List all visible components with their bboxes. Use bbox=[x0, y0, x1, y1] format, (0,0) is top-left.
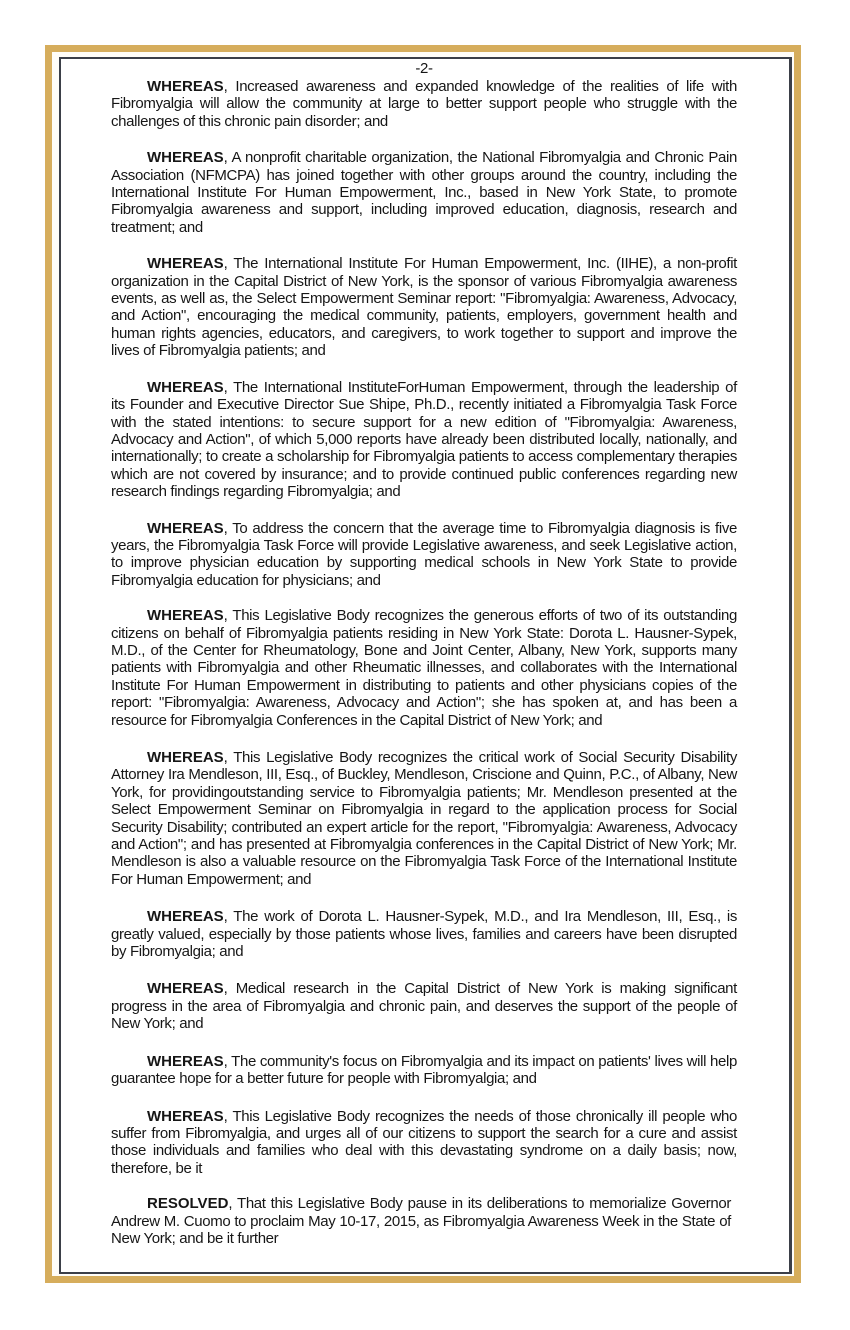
whereas-paragraph bbox=[111, 749, 737, 888]
paragraph-text: , This Legislative Body recognizes the generous efforts of two of its outstanding citizens on behalf of Fibromyalgia patients residing in New York State: Dorota L. Hausner-Sypek, M.D., of the Center for Rheumatology, Bone and Joint Center, Albany, New York, supports many patients with Fibromyalgia and other Rheumatic illnesses, and collaborates with the International Institute For Human Empowerment in distributing to patients and other physicians copies of the report: "Fibromyalgia: Awareness, Advocacy and Action"; she has spoken at, and has been a resource for Fibromyalgia Conferences in the Capital District of New York; and bbox=[111, 607, 737, 729]
paragraph-text: , To address the concern that the average time to Fibromyalgia diagnosis is five years, the Fibromyalgia Task Force will provide Legislative awareness, and seek Legislative action, to improve physician education by supporting medical schools in New York State to provide Fibromyalgia education for physicians; and bbox=[111, 519, 737, 589]
paragraph-lead: WHEREAS bbox=[147, 78, 224, 95]
whereas-paragraph bbox=[111, 908, 737, 960]
resolved-paragraph bbox=[111, 1195, 731, 1247]
paragraph-text: , The work of Dorota L. Hausner-Sypek, M.D., and Ira Mendleson, III, Esq., is greatly valued, especially by those patients whose lives, families and careers have been disrupted by Fibromyalgia; and bbox=[111, 908, 737, 961]
paragraph-lead: WHEREAS bbox=[147, 607, 224, 625]
paragraph-lead: WHEREAS bbox=[147, 1052, 224, 1070]
paragraph-text: , The community's focus on Fibromyalgia and its impact on patients' lives will help guarantee hope for a better future for people with Fibromyalgia; and bbox=[111, 1052, 737, 1088]
paragraph-lead: WHEREAS bbox=[147, 749, 224, 766]
whereas-paragraph bbox=[111, 149, 737, 236]
paragraph-lead: WHEREAS bbox=[147, 255, 224, 273]
paragraph-lead: WHEREAS bbox=[147, 908, 224, 926]
whereas-paragraph bbox=[111, 1108, 737, 1178]
resolution-body bbox=[111, 60, 737, 1247]
paragraph-lead: WHEREAS bbox=[147, 378, 224, 396]
paragraph-text: , Medical research in the Capital District of New York is making significant progress in the area of Fibromyalgia and chronic pain, and deserves the support of the people of New York; and bbox=[111, 980, 737, 1033]
paragraph-text: , That this Legislative Body pause in its deliberations to memorialize Governor Andrew M. Cuomo to proclaim May 10-17, 2015, as Fibromyalgia Awareness Week in the State of New York; and be it further bbox=[111, 1195, 731, 1247]
paragraph-lead: WHEREAS bbox=[147, 1107, 224, 1125]
paragraph-text: , Increased awareness and expanded knowledge of the realities of life with Fibromyalgia will allow the community at large to better support people who struggle with the challenges of this chronic pain disorder; and bbox=[111, 78, 737, 130]
paragraph-text: , A nonprofit charitable organization, the National Fibromyalgia and Chronic Pain Association (NFMCPA) has joined together with other groups around the country, including the International Institute For Human Empowerment, Inc., based in New York State, to promote Fibromyalgia awareness and support, including improved education, diagnosis, research and treatment; and bbox=[111, 149, 737, 236]
paragraph-lead: WHEREAS bbox=[147, 980, 224, 998]
whereas-paragraph bbox=[111, 255, 737, 359]
paragraph-lead: RESOLVED bbox=[147, 1195, 229, 1213]
whereas-paragraph bbox=[111, 980, 737, 1032]
whereas-paragraph bbox=[111, 1053, 737, 1088]
paragraph-text: , The International Institute For Human Empowerment, Inc. (IIHE), a non-profit organization in the Capital District of New York, is the sponsor of various Fibromyalgia awareness events, as well as, the Select Empowerment Seminar report: "Fibromyalgia: Awareness, Advocacy, and Action", encouraging the medical community, patients, employers, government health and human rights agencies, educators, and caregivers, to work together to support and improve the lives of Fibromyalgia patients; and bbox=[111, 255, 737, 360]
paragraph-text: , The International InstituteForHuman Empowerment, through the leadership of its Founder and Executive Director Sue Shipe, Ph.D., recently initiated a Fibromyalgia Task Force with the stated intentions: to secure support for a new edition of "Fibromyalgia: Awareness, Advocacy and Action", of which 5,000 reports have already been distributed locally, nationally, and internationally; to create a scholarship for Fibromyalgia patients to access complementary therapies which are not covered by insurance; and to provide continued public conferences regarding new research findings regarding Fibromyalgia; and bbox=[111, 378, 737, 501]
paragraph-lead: WHEREAS bbox=[147, 149, 224, 167]
whereas-paragraph bbox=[111, 379, 737, 501]
whereas-paragraph bbox=[111, 78, 737, 130]
whereas-paragraph bbox=[111, 520, 737, 590]
paragraph-text: , This Legislative Body recognizes the needs of those chronically ill people who suffer from Fibromyalgia, and urges all of our citizens to support the search for a cure and assist those individuals and families who deal with this devastating syndrome on a daily basis; now, therefore, be it bbox=[111, 1107, 737, 1177]
paragraph-text: , This Legislative Body recognizes the critical work of Social Security Disability Attorney Ira Mendleson, III, Esq., of Buckley, Mendleson, Criscione and Quinn, P.C., of Albany, New York, for providingoutstanding service to Fibromyalgia patients; Mr. Mendleson presented at the Select Empowerment Seminar on Fibromyalgia in regard to the application process for Social Security Disability; contributed an expert article for the report, "Fibromyalgia: Awareness, Advocacy and Action"; and has presented at Fibromyalgia conferences in the Capital District of New York; Mr. Mendleson is also a valuable resource on the Fibromyalgia Task Force of the International Institute For Human Empowerment; and bbox=[111, 749, 737, 888]
page-number: -2- bbox=[415, 60, 433, 77]
paragraph-lead: WHEREAS bbox=[147, 519, 224, 537]
whereas-paragraph bbox=[111, 607, 737, 729]
